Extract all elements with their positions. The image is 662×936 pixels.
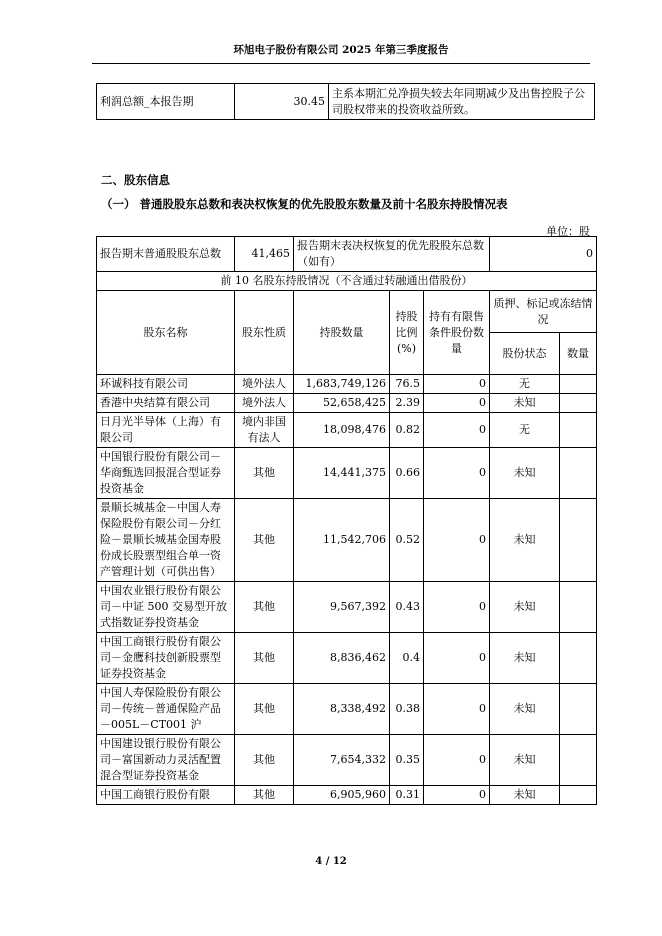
cell-name: 中国人寿保险股份有限公司－传统－普通保险产品－005L－CT001 沪	[97, 684, 235, 735]
cell-nature: 其他	[235, 582, 294, 633]
table-row	[97, 499, 597, 582]
cell-ratio: 0.43	[390, 582, 424, 633]
cell-name: 中国建设银行股份有限公司－富国新动力灵活配置混合型证券投资基金	[97, 735, 235, 786]
cell-nature: 境内非国有法人	[235, 413, 294, 448]
cell-ratio: 76.5	[390, 375, 424, 394]
table-row	[97, 448, 597, 499]
cell-status: 无	[490, 375, 560, 394]
page-header: 环旭电子股份有限公司 2025 年第三季度报告	[92, 42, 590, 64]
cell-shares: 9,567,392	[294, 582, 390, 633]
cell-nature: 其他	[235, 735, 294, 786]
cell-shares: 18,098,476	[294, 413, 390, 448]
cell-restricted: 0	[424, 499, 490, 582]
table-row	[97, 786, 597, 805]
cell-status: 无	[490, 413, 560, 448]
table-row	[97, 633, 597, 684]
page-number: 4 / 12	[315, 856, 347, 867]
table-row	[97, 582, 597, 633]
cell-shares: 52,658,425	[294, 394, 390, 413]
cell-restricted: 0	[424, 633, 490, 684]
cell-nature: 其他	[235, 633, 294, 684]
cell-name: 中国农业银行股份有限公司－中证 500 交易型开放式指数证券投资基金	[97, 582, 235, 633]
table-row	[97, 413, 597, 448]
profit-label: 利润总额_本报告期	[97, 84, 235, 120]
cell-count	[560, 375, 597, 394]
cell-count	[560, 633, 597, 684]
cell-name: 中国工商银行股份有限公司－金鹰科技创新股票型证券投资基金	[97, 633, 235, 684]
table-row	[97, 375, 597, 394]
cell-name: 景顺长城基金－中国人寿保险股份有限公司－分红险－景顺长城基金国寿股份成长股票型组合单一资产管理计划（可供出售）	[97, 499, 235, 582]
cell-restricted: 0	[424, 582, 490, 633]
col-restricted: 持有有限售条件股份数量	[424, 291, 490, 375]
cell-status: 未知	[490, 786, 560, 805]
cell-name: 中国工商银行股份有限	[97, 786, 235, 805]
cell-nature: 其他	[235, 786, 294, 805]
col-status: 股份状态	[490, 333, 560, 375]
col-ratio: 持股比例(%)	[390, 291, 424, 375]
profit-value: 30.45	[235, 84, 329, 120]
pref-holders-value: 0	[490, 237, 597, 272]
cell-status: 未知	[490, 448, 560, 499]
profit-table	[96, 83, 595, 120]
cell-ratio: 0.82	[390, 413, 424, 448]
cell-count	[560, 684, 597, 735]
cell-count	[560, 786, 597, 805]
subsection-title: （一） 普通股股东总数和表决权恢复的优先股股东数量及前十名股东持股情况表	[101, 197, 508, 211]
cell-shares: 7,654,332	[294, 735, 390, 786]
profit-reason: 主系本期汇兑净损失较去年同期减少及出售控股子公司股权带来的投资收益所致。	[329, 84, 595, 120]
table-row	[97, 684, 597, 735]
cell-restricted: 0	[424, 786, 490, 805]
cell-restricted: 0	[424, 684, 490, 735]
table-row	[97, 735, 597, 786]
cell-nature: 其他	[235, 448, 294, 499]
cell-ratio: 0.31	[390, 786, 424, 805]
cell-nature: 其他	[235, 499, 294, 582]
cell-restricted: 0	[424, 375, 490, 394]
cell-ratio: 0.35	[390, 735, 424, 786]
cell-ratio: 0.38	[390, 684, 424, 735]
cell-nature: 其他	[235, 684, 294, 735]
cell-count	[560, 735, 597, 786]
cell-ratio: 0.66	[390, 448, 424, 499]
cell-name: 环诚科技有限公司	[97, 375, 235, 394]
cell-shares: 11,542,706	[294, 499, 390, 582]
cell-status: 未知	[490, 633, 560, 684]
cell-nature: 境外法人	[235, 394, 294, 413]
cell-shares: 14,441,375	[294, 448, 390, 499]
cell-status: 未知	[490, 499, 560, 582]
cell-shares: 6,905,960	[294, 786, 390, 805]
col-nature: 股东性质	[235, 291, 294, 375]
cell-restricted: 0	[424, 448, 490, 499]
cell-shares: 8,338,492	[294, 684, 390, 735]
table-row	[97, 394, 597, 413]
col-pledge: 质押、标记或冻结情况	[490, 291, 597, 333]
shareholder-table	[96, 236, 597, 805]
common-holders-label: 报告期末普通股股东总数	[97, 237, 235, 272]
cell-status: 未知	[490, 582, 560, 633]
cell-ratio: 0.52	[390, 499, 424, 582]
cell-ratio: 2.39	[390, 394, 424, 413]
cell-name: 中国银行股份有限公司－华商甄选回报混合型证券投资基金	[97, 448, 235, 499]
cell-status: 未知	[490, 735, 560, 786]
cell-nature: 境外法人	[235, 375, 294, 394]
cell-restricted: 0	[424, 735, 490, 786]
cell-restricted: 0	[424, 394, 490, 413]
common-holders-value: 41,465	[235, 237, 294, 272]
section-title: 二、股东信息	[101, 173, 170, 187]
cell-status: 未知	[490, 684, 560, 735]
cell-count	[560, 499, 597, 582]
top10-caption: 前 10 名股东持股情况（不含通过转融通出借股份）	[97, 272, 597, 291]
cell-count	[560, 413, 597, 448]
unit-label: 单位：股	[546, 225, 590, 238]
cell-status: 未知	[490, 394, 560, 413]
cell-count	[560, 448, 597, 499]
pref-holders-label: 报告期末表决权恢复的优先股股东总数（如有）	[294, 237, 490, 272]
cell-count	[560, 394, 597, 413]
cell-count	[560, 582, 597, 633]
cell-name: 日月光半导体（上海）有限公司	[97, 413, 235, 448]
cell-restricted: 0	[424, 413, 490, 448]
col-shares: 持股数量	[294, 291, 390, 375]
cell-shares: 1,683,749,126	[294, 375, 390, 394]
col-count: 数量	[560, 333, 597, 375]
cell-shares: 8,836,462	[294, 633, 390, 684]
col-name: 股东名称	[97, 291, 235, 375]
cell-name: 香港中央结算有限公司	[97, 394, 235, 413]
cell-ratio: 0.4	[390, 633, 424, 684]
